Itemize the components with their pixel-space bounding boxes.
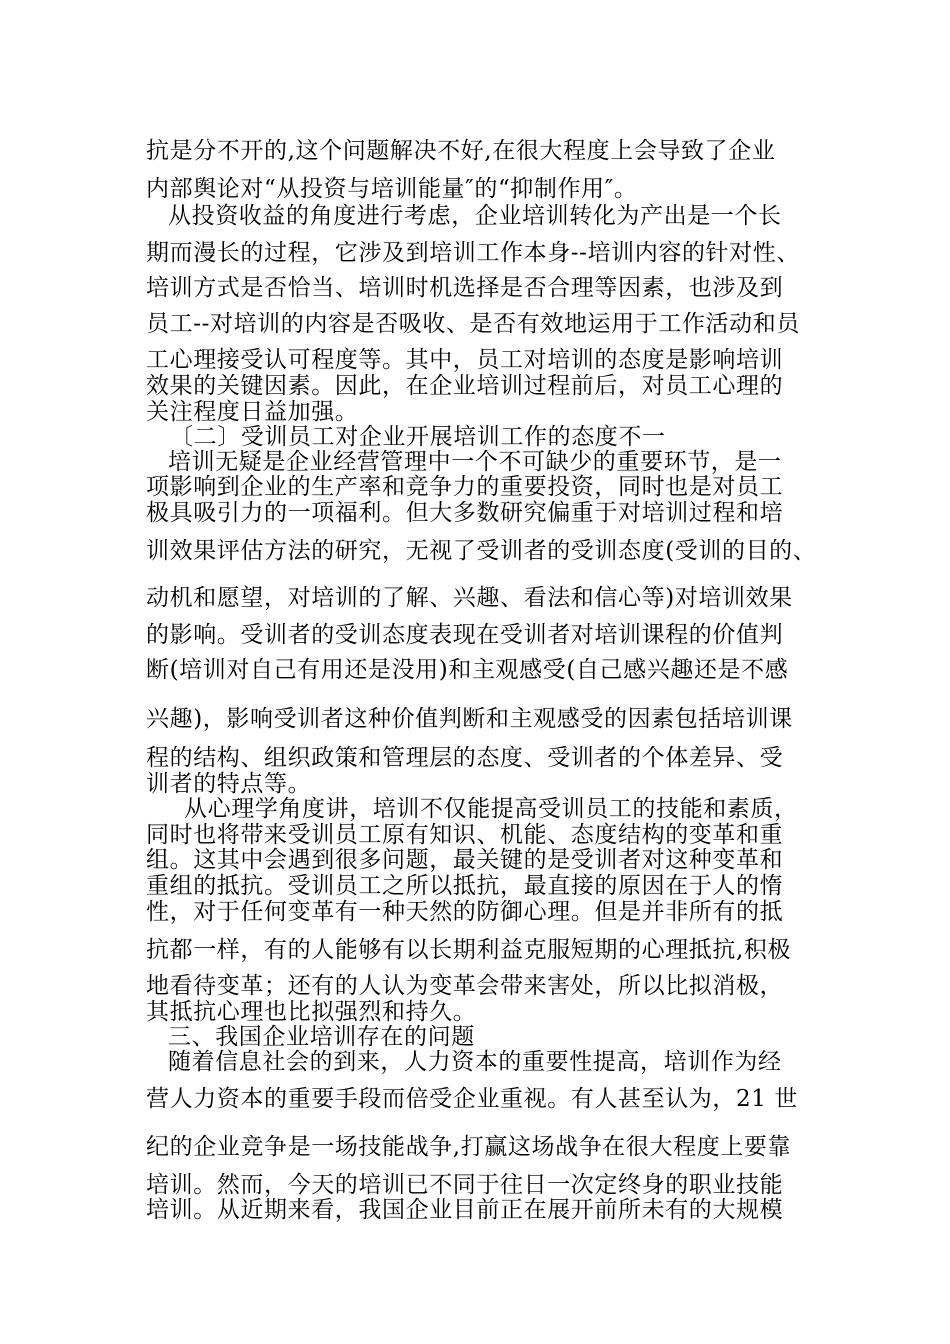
text-line: 培训。然而，今天的培训已不同于往日一次定终身的职业技能 — [146, 1172, 784, 1198]
text-line: 性，对于任何变革有一种天然的防御心理。但是并非所有的抵 — [146, 899, 784, 925]
text-line: 培训方式是否恰当、培训时机选择是否合理等因素，也涉及到 — [146, 275, 784, 301]
text-line: 从投资收益的角度进行考虑，企业培训转化为产出是一个长 — [168, 203, 782, 229]
text-line: 纪的企业竞争是一场技能战争,打赢这场战争在很大程度上要靠 — [146, 1134, 792, 1160]
text-line: 从心理学角度讲，培训不仅能提高受训员工的技能和素质， — [184, 796, 798, 822]
text-line: 抗都一样，有的人能够有以长期利益克服短期的心理抵抗,积极 — [146, 937, 792, 963]
text-line: 的影响。受训者的受训态度表现在受训者对培训课程的价值判 — [146, 622, 784, 648]
text-line: 地看待变革；还有的人认为变革会带来害处，所以比拟消极， — [146, 973, 784, 999]
text-line: 营人力资本的重要手段而倍受企业重视。有人甚至认为，21 世 — [146, 1086, 798, 1112]
text-line: 关注程度日益加强。 — [146, 399, 359, 425]
text-line: 断(培训对自己有用还是没用)和主观感受(自己感兴趣还是不感 — [146, 657, 789, 683]
text-line: 效果的关键因素。因此，在企业培训过程前后，对员工心理的 — [146, 373, 784, 399]
text-line: 期而漫长的过程，它涉及到培训工作本身--培训内容的针对性、 — [146, 240, 800, 266]
text-line: 培训无疑是企业经营管理中一个不可缺少的重要环节，是一 — [168, 449, 782, 475]
text-line: 同时也将带来受训员工原有知识、机能、态度结构的变革和重 — [146, 822, 784, 848]
text-line: 其抵抗心理也比拟强烈和持久。 — [146, 999, 477, 1025]
text-line: 程的结构、组织政策和管理层的态度、受训者的个体差异、受 — [146, 745, 784, 771]
text-line: 极具吸引力的一项福利。但大多数研究偏重于对培训过程和培 — [146, 500, 784, 526]
text-line: 工心理接受认可程度等。其中，员工对培训的态度是影响培训 — [146, 347, 784, 373]
text-line: 随着信息社会的到来，人力资本的重要性提高，培训作为经 — [168, 1049, 782, 1075]
text-line: 内部舆论对“从投资与培训能量″的“抑制作用″。 — [146, 176, 638, 202]
text-line: 组。这其中会遇到很多问题，最关键的是受训者对这种变革和 — [146, 847, 784, 873]
text-line: 项影响到企业的生产率和竞争力的重要投资，同时也是对员工 — [146, 474, 784, 500]
text-line: 员工--对培训的内容是否吸收、是否有效地运用于工作活动和员 — [146, 311, 800, 337]
section-heading: 〔二〕受训员工对企业开展培训工作的态度不一 — [170, 424, 666, 450]
text-line: 兴趣)，影响受训者这种价值判断和主观感受的因素包括培训课 — [146, 706, 793, 732]
section-heading: 三、我国企业培训存在的问题 — [168, 1024, 475, 1050]
text-line: 重组的抵抗。受训员工之所以抵抗，最直接的原因在于人的惰 — [146, 873, 784, 899]
text-line: 训者的特点等。 — [146, 771, 312, 797]
text-line: 抗是分不开的,这个问题解决不好,在很大程度上会导致了企业 — [146, 138, 776, 164]
text-line: 动机和愿望，对培训的了解、兴趣、看法和信心等)对培训效果 — [146, 585, 793, 611]
text-line: 训效果评估方法的研究，无视了受训者的受训态度(受训的目的、 — [146, 538, 817, 564]
text-line: 培训。从近期来看，我国企业目前正在展开前所未有的大规模 — [146, 1197, 784, 1223]
